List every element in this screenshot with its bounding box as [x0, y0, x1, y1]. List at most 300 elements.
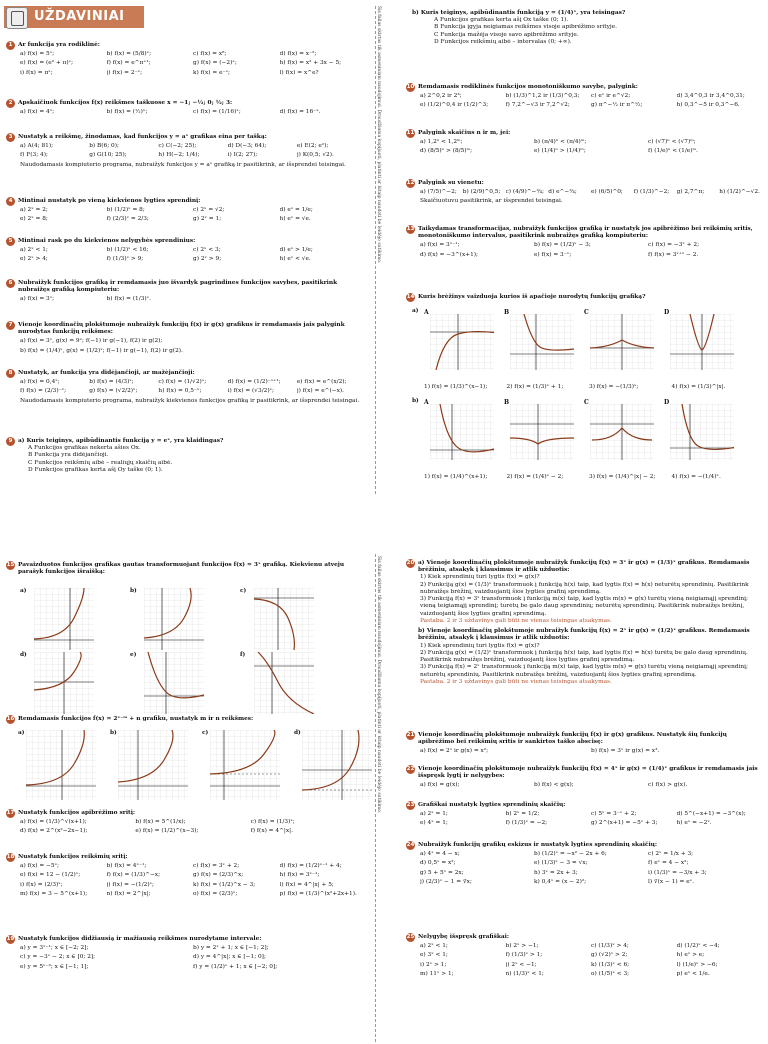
- text-item: f) f(x) = (2/3)⁻ˣ;: [20, 388, 67, 395]
- answer-row: [6, 819, 366, 826]
- text-item: a) 2ˣ < 1;: [20, 247, 48, 254]
- text-item: j) (2/3)ˣ − 1 = ∛x;: [420, 878, 472, 885]
- task-number: 11: [406, 130, 415, 136]
- part-label: a): [412, 308, 419, 314]
- graph-15e: [130, 652, 186, 708]
- task-number: 25: [406, 934, 415, 940]
- text-item: b) (1/2)ˣ < 16;: [106, 247, 149, 254]
- graph-plot: [430, 314, 494, 370]
- text-item: d) f(x) = (1/2)ˣ⁻¹ + 4;: [279, 863, 342, 870]
- text-item: g) f(x) = (√2/2)ˣ;: [89, 388, 138, 395]
- answer-row: [6, 348, 366, 355]
- text-item: j) 2ˣ < −1;: [505, 961, 537, 968]
- task-number: 16: [6, 716, 15, 722]
- task-heading: Nelygybę išspręsk grafiškai:: [418, 934, 510, 940]
- task-number: 17: [6, 810, 15, 816]
- graph-c: [584, 400, 658, 460]
- text-item: c): [240, 588, 247, 594]
- task-5: [6, 238, 366, 264]
- text-item: g) G(10; 25);: [89, 152, 127, 159]
- task-number: 3: [6, 133, 15, 142]
- task-number: 7: [6, 321, 15, 330]
- answer-row: [6, 60, 366, 67]
- task-heading: Pavaizduotos funkcijos grafikas gautas transformuojant funkcijos f(x) = 3ˣ grafiką. Kiekvienu atveju parašyk funkcijos išraišką:: [18, 562, 345, 576]
- text-item: g) 2ˣ = 1;: [193, 216, 222, 223]
- answer-row: [406, 851, 762, 858]
- text-item: d) f(x) = (1/2)⁻ˣ⁺¹;: [227, 379, 281, 386]
- option-d: D Funkcijos grafikas kerta ašį Oy taške (0; 1).: [28, 466, 163, 473]
- text-item: d) f(x) = 2^(x²−2x−1);: [20, 828, 88, 835]
- answer-row: [406, 189, 762, 196]
- text-item: h) eˣ = −2ˣ.: [676, 820, 712, 827]
- text-item: a) f(x) = −5ˣ;: [20, 863, 59, 870]
- task-number: 19: [6, 936, 15, 942]
- answer-row: [6, 51, 366, 58]
- text-item: b): [110, 730, 117, 736]
- text-item: e) (1/2)^0,4 ir (1/2)^3;: [420, 102, 489, 109]
- text-item: d) f(x) = −3^(x+1);: [420, 251, 478, 258]
- text-item: l) (1/e)ˣ > −6;: [676, 961, 718, 968]
- text-item: c) 5ˣ = 3⁻ˣ + 2;: [591, 811, 637, 818]
- task-8: [6, 370, 366, 405]
- text-item: a): [20, 588, 27, 594]
- page-top-right: [384, 0, 768, 500]
- text-item: d) f(x) = 16⁻ˣ.: [279, 109, 321, 116]
- text-item: c) eˣ ir e^√2;: [591, 93, 631, 100]
- answer-row: [406, 242, 762, 249]
- text-item: A: [424, 399, 429, 406]
- task-number: 18: [6, 854, 15, 860]
- text-item: e) 3ˣ < 1;: [420, 952, 448, 959]
- text-item: a) f(x) = 3ˣ;: [20, 296, 55, 303]
- graph-c: [584, 310, 658, 370]
- answer-row: [6, 828, 366, 835]
- graph-15a: [20, 588, 76, 644]
- graphs-15: [20, 588, 350, 708]
- text-item: d) e^−¾;: [548, 189, 577, 196]
- text-item: d) eˣ > 1/e;: [279, 247, 313, 254]
- text-item: j) f(x) = −(1/2)ˣ;: [106, 881, 155, 888]
- answer-row: [6, 863, 366, 870]
- text-item: a) f(x) = g(x);: [420, 782, 460, 789]
- answer-row: [6, 216, 366, 223]
- text-item: c) f(x) = (1/√2)ˣ;: [158, 379, 207, 386]
- answer-row: [6, 891, 366, 898]
- task-15: [6, 562, 366, 576]
- answer-row: [6, 379, 366, 386]
- graph-16d: [294, 730, 372, 800]
- graph-15c: [240, 588, 296, 644]
- task-heading: a) Kuris teiginys, apibūdinantis funkciją y = eˣ, yra klaidingas?: [18, 438, 224, 444]
- text-item: 2) f(x) = (1/3)ˣ + 1;: [506, 384, 564, 390]
- task-number: 9: [6, 437, 15, 446]
- answer-row: [406, 782, 762, 789]
- answer-row: [6, 338, 366, 345]
- text-item: D: [664, 399, 670, 406]
- task-heading: b) Kuris teiginys, apibūdinantis funkciją y = (1/4)ˣ, yra teisingas?: [412, 10, 626, 16]
- text-item: e) (1/4)ⁿ > (1/4)ᵐ;: [534, 148, 586, 155]
- text-item: g) π^−½ ir π^½;: [591, 102, 643, 109]
- text-item: b) f(x) = (1/2)ˣ − 3;: [534, 242, 591, 249]
- text-item: a) f(x) = 3ˣ⁻¹;: [420, 242, 460, 249]
- answer-row: [6, 256, 366, 263]
- text-item: g) 2,7^π;: [676, 189, 705, 196]
- text-item: h) f(x) = 3ˣ⁻¹;: [279, 872, 320, 879]
- text-item: e) f(x) = e^(x/2);: [296, 379, 347, 386]
- task-16: [6, 716, 366, 723]
- text-item: b): [130, 588, 137, 594]
- text-item: k) f(x) = (1/2)^x − 3;: [193, 881, 256, 888]
- graph-16a: [18, 730, 96, 800]
- task-heading: Nubraižyk funkcijos grafiką ir remdamasis juo išvardyk pagrindines funkcijos savybes, pasitikrink nubraižęs grafiką kompiuteriu:: [18, 280, 338, 294]
- task-heading: b) Vienoje koordinačių plokštumoje nubraižyk funkcijų f(x) = 2ˣ ir g(x) = (1/2)ˣ grafikus. Remdamasis brėžiniu, atsakyk į klausimus ir atlik užduotis:: [418, 628, 750, 642]
- text-item: f) eˣ = 4 − x²;: [648, 860, 689, 867]
- task-number: 4: [6, 197, 15, 206]
- text-item: d) f(x) = x⁻²;: [279, 51, 317, 58]
- task-20: [406, 560, 762, 686]
- graph-plot: [430, 404, 494, 460]
- task-number: 12: [406, 180, 415, 186]
- text-item: b) y = 2ˣ + 1; x ∈ [−1; 2];: [193, 945, 269, 952]
- text-item: b) f(x) = (5/8)ˣ;: [106, 51, 152, 58]
- text-item: f) f(x) = 3ˣ⁺¹ − 2.: [648, 251, 699, 258]
- text-item: f) f(x) = 4^|x|.: [250, 828, 293, 835]
- task-12: [406, 180, 762, 206]
- text-item: e) f(x) = 12 − (1/2)ˣ;: [20, 872, 81, 879]
- text-item: e) 4ˣ = 1;: [420, 820, 448, 827]
- text-item: a) 2ˣ = 2;: [20, 207, 48, 214]
- text-item: A: [424, 309, 429, 316]
- text-item: b) f(x) = (½)ˣ;: [106, 109, 148, 116]
- task-7: [6, 322, 366, 355]
- answer-row: [6, 872, 366, 879]
- text-item: i) f(x) = (2/3)ˣ;: [20, 881, 63, 888]
- text-item: h) H(−2; 1/4);: [158, 152, 200, 159]
- text-item: f) f(x) = e^π⁺¹;: [106, 60, 151, 67]
- captions-14b: [424, 474, 754, 481]
- text-item: 1) f(x) = (1/3)^(x−1);: [424, 384, 488, 390]
- text-item: f) (1/3)ˣ > 1;: [505, 952, 543, 959]
- answer-row: [406, 102, 762, 109]
- text-item: e) f(x) = 3⁻ˣ;: [534, 251, 572, 258]
- text-item: 3) f(x) = −(1/3)ˣ;: [589, 384, 639, 390]
- text-item: b) f(x) = (1/4)ˣ, g(x) = (1/2)ˣ; f(−1) ir g(−1), f(2) ir g(2).: [20, 347, 183, 354]
- task-heading: Mintinai nustatyk po vieną kiekvienos lygties sprendinį:: [18, 198, 201, 204]
- text-item: p) f(x) = (1/3)^(x²+2x+1).: [279, 890, 357, 897]
- subtask: 1) Kiek sprendinių turi lygtis f(x) = g(x)?: [420, 642, 540, 649]
- task-14: [406, 294, 762, 301]
- text-item: i) f(x) = πˣ;: [20, 69, 53, 76]
- task-heading: Nubraižyk funkcijų grafikų eskizus ir nustatyk lygties sprendinių skaičių:: [418, 842, 658, 848]
- graph-b: [504, 400, 578, 460]
- text-item: g) (√2)ˣ > 2;: [591, 952, 628, 959]
- task-19: [6, 936, 366, 971]
- subtask: 2) Funkciją g(x) = (1/3)ˣ transformuok į funkciją h(x) taip, kad lygtis f(x) = h(x) neturėtų sprendinių. Pasitikrink nubraižęs brėžinį, vaizduojantį šios lygties grafinį sprendimą.: [420, 581, 749, 595]
- task-heading: Apskaičiuok funkcijos f(x) reikšmes taškuose x = −1; −½; 0; ½; 3:: [18, 100, 233, 106]
- text-item: c) (√7)ⁿ < (√7)ᵐ;: [648, 139, 696, 146]
- text-item: B: [504, 399, 510, 406]
- task-heading: Remdamasis funkcijos f(x) = 2ˣ⁻ᵐ + n grafiku, nustatyk m ir n reikšmes:: [18, 716, 254, 722]
- text-item: h) 3ˣ = 2x + 3;: [534, 869, 578, 876]
- text-item: e) E(2; e²);: [296, 143, 329, 150]
- text-item: e) 2ˣ > 4;: [20, 256, 48, 263]
- text-item: f) f(x) = (1/3)^−x;: [106, 872, 161, 879]
- task-10: [406, 84, 762, 110]
- graph-16c: [202, 730, 280, 800]
- text-item: h) 0,3^−5 ir 0,3^−6.: [676, 102, 740, 109]
- task-number: 2: [6, 99, 15, 108]
- text-item: c) f(x) > g(x).: [648, 782, 688, 789]
- page-top-left: [0, 0, 372, 500]
- text-item: b) 2ˣ > −1;: [505, 943, 539, 950]
- text-item: c): [202, 730, 209, 736]
- text-item: Šis failas skirtas tik asmeniniam naudojimui. Draudžiama kopijuoti, platinti ar kitaip naudoti be leidėjo sutikimo.: [376, 556, 381, 814]
- answer-row: [406, 971, 762, 978]
- text-item: Šis failas skirtas tik asmeniniam naudojimui. Draudžiama kopijuoti, platinti ar kitaip naudoti be leidėjo sutikimo.: [376, 6, 381, 264]
- task-number: 20: [406, 560, 415, 566]
- task-heading: Grafiškai nustatyk lygties sprendinių skaičių:: [418, 802, 566, 808]
- task-heading: Vienoje koordinačių plokštumoje nubraižyk funkcijų f(x) ir g(x) grafikus ir remdamasis jais palygink nurodytas funkcijų reikšmes:: [18, 322, 345, 336]
- answer-row: [6, 152, 366, 159]
- answer-row: [406, 139, 762, 146]
- text-item: c) y = −3ˣ − 2; x ∈ [0; 2];: [20, 954, 96, 961]
- text-item: b) f(x) = (4/3)ˣ;: [89, 379, 134, 386]
- task-heading: Nustatyk funkcijos didžiausią ir mažiausią reikšmes nurodytame intervale:: [18, 936, 262, 942]
- remark: Pastaba. 2 ir 3 uždavinys gali būti ne vienas teisingas atsakymas.: [420, 617, 612, 624]
- page-bottom-right: [384, 548, 768, 1024]
- task-number: 23: [406, 802, 415, 808]
- text-item: 4) f(x) = −(1/4)ˣ.: [671, 474, 721, 480]
- task-heading: a) Vienoje koordinačių plokštumoje nubraižyk funkcijų f(x) = 3ˣ ir g(x) = (1/3)ˣ grafikus. Remdamasis brėžiniu, atsakyk į klausimus ir atlik užduotis:: [418, 560, 750, 574]
- text-item: i) I(2; 27);: [227, 152, 258, 159]
- text-item: c) 2ˣ = √2;: [193, 207, 225, 214]
- graph-b: [504, 310, 578, 370]
- text-item: f) (2/3)ˣ = 2/3;: [106, 216, 149, 223]
- task-heading: Vienoje koordinačių plokštumoje nubraižyk funkcijų f(x) ir g(x) grafikus. Nustatyk šių funkcijų apibrėžimo bei reikšmių sritis ir sankirtos taško abscisę:: [418, 732, 727, 746]
- task-heading: Ar funkcija yra rodiklinė:: [18, 42, 100, 48]
- graph-a: [424, 310, 498, 370]
- text-item: f) y = (1/2)ˣ + 1; x ∈ [−2; 0];: [193, 963, 278, 970]
- text-item: d) (1/2)ˣ < −4;: [676, 943, 720, 950]
- graph-plot: [510, 314, 574, 370]
- text-item: d) D(−3; 64);: [227, 143, 267, 150]
- text-item: a) f(x) = (1/3)^√(x+1);: [20, 819, 87, 826]
- task-1: [6, 42, 366, 77]
- answer-row: [6, 388, 366, 395]
- text-item: b) (1/2)ˣ = 8;: [106, 207, 145, 214]
- text-item: n) (1/3)ˣ < 1;: [505, 970, 544, 977]
- task-number: 21: [406, 732, 415, 738]
- task-number: 10: [406, 84, 415, 90]
- text-item: b) (1/2)ˣ = −x² − 2x + 6;: [534, 851, 607, 858]
- text-item: 2) f(x) = (1/4)ˣ − 2;: [506, 474, 564, 480]
- option-a: A Funkcijos grafikas kerta ašį Ox taške (0; 1).: [434, 17, 569, 24]
- answer-item: [280, 296, 367, 303]
- graph-plot: [670, 404, 734, 460]
- task-13: [406, 226, 762, 259]
- text-item: f): [240, 652, 246, 658]
- answer-row: [406, 820, 762, 827]
- text-item: e) f(x) = (1/2)^(x−3);: [135, 828, 199, 835]
- text-item: a) (7/5)^−2;: [420, 189, 457, 196]
- text-item: c) 2ˣ = 1/x + 3;: [648, 851, 694, 858]
- text-item: b) f(x) < g(x);: [534, 782, 574, 789]
- text-item: b) f(x) = 3ˣ ir g(x) = x³.: [591, 748, 660, 755]
- graph-plot: [670, 314, 734, 370]
- text-item: o) (1/5)ˣ < 3;: [591, 970, 630, 977]
- text-item: f) (1/3)^−2;: [633, 189, 670, 196]
- text-item: f) 7,2^−√3 ir 7,2^√2;: [505, 102, 570, 109]
- task-note: Skaičiuotuvu pasitikrink, ar išsprendei teisingai.: [420, 198, 563, 205]
- answer-row: [406, 811, 762, 818]
- text-item: b) f(x) = 5^(1/x);: [135, 819, 186, 826]
- option-c: C Funkcija mažėja visoje savo apibrėžimo srityje.: [434, 31, 579, 38]
- text-item: k) (1/3)ˣ < 6;: [591, 961, 630, 968]
- text-item: 3) f(x) = (1/4)^|x| − 2;: [589, 474, 656, 480]
- task-6: [6, 280, 366, 304]
- text-item: d): [294, 730, 301, 736]
- answer-row: [406, 962, 762, 969]
- text-item: h) eˣ = √e.: [279, 216, 311, 223]
- task-heading: Taikydamas transformacijas, nubraižyk funkcijos grafiką ir nustatyk jos apibrėžimo bei reikšmių sritis, monotoniškumo intervalus, pasitikrink nubraižęs grafiką kompiuteriu:: [418, 226, 753, 240]
- text-item: e): [130, 652, 137, 658]
- graph-15d: [20, 652, 76, 708]
- text-item: e) 2ˣ = 8;: [20, 216, 48, 223]
- text-item: f) F(3; 4);: [20, 152, 48, 159]
- text-item: n) f(x) = 2^|x|;: [106, 890, 151, 897]
- answer-row: [6, 247, 366, 254]
- subtask: 3) Funkciją f(x) = 3ˣ transformuok į funkciją m(x) taip, kad lygtis m(x) = g(x) turėtų vieną neigiamąjį sprendinį; vieną teigiamąjį sprendinį; turėtų be galo daug sprendinių; neturėtų sprendinių. Pasitikrink nubraižęs brėžinį, vaizduojantį šios lygties grafinį sprendimą.: [420, 596, 748, 617]
- answer-row: [406, 252, 762, 259]
- text-item: e) (6/5)^0;: [591, 189, 623, 196]
- text-item: f) (1/e)ⁿ < (1/e)ᵐ.: [648, 148, 698, 155]
- task-number: 14: [406, 294, 415, 300]
- task-number: 1: [6, 41, 15, 50]
- text-item: l) f(x) = 4^|x| + 5;: [279, 881, 334, 888]
- text-item: b) (1/3)^1,2 ir (1/3)^0,3;: [505, 93, 580, 100]
- text-item: g) 2^(x+1) = −5ˣ + 3;: [591, 820, 658, 827]
- task-9b: [412, 10, 762, 46]
- text-item: m) f(x) = 3 − 5^(x+1);: [20, 890, 88, 897]
- text-item: g) 2ˣ > 9;: [193, 256, 222, 263]
- text-item: C: [584, 309, 589, 316]
- text-item: a) f(x) = 3ˣ, g(x) = 9ˣ; f(−1) ir g(−1), f(2) ir g(2);: [20, 338, 163, 345]
- text-item: c) f(x) = x⁸;: [193, 51, 227, 58]
- graphs-14a: [424, 310, 738, 370]
- side-note-bottom: [372, 556, 382, 1016]
- text-item: b) B(6; 0);: [89, 143, 119, 150]
- text-item: a) 1,2ⁿ < 1,2ᵐ;: [420, 139, 463, 146]
- answer-row: [406, 148, 762, 155]
- task-heading: Remdamasis rodiklinės funkcijos monotoniškumo savybe, palygink:: [418, 84, 638, 90]
- text-item: c) f(x) = −3ˣ + 2;: [648, 242, 700, 249]
- graphs-14b: [424, 400, 738, 460]
- task-number: 15: [6, 562, 15, 568]
- text-item: e) y = 5ˣ⁻³; x ∈ [−1; 1];: [20, 963, 89, 970]
- part-label: b): [412, 398, 419, 404]
- task-number: 5: [6, 237, 15, 246]
- task-heading: Nustatyk a reikšmę, žinodamas, kad funkcijos y = aˣ grafikas eina per tašką:: [18, 134, 267, 140]
- answer-row: [6, 964, 366, 971]
- text-item: h) f(x) = 0,5⁻ˣ;: [158, 388, 202, 395]
- task-heading: Vienoje koordinačių plokštumoje nubraižyk funkcijų f(x) = 4ˣ ir g(x) = (1/4)ˣ grafikus ir remdamasis jais išspręsk lygtį ir nelygybes:: [418, 766, 758, 780]
- graph-plot: [590, 314, 654, 370]
- task-heading: Nustatyk funkcijos apibrėžimo sritį:: [18, 810, 136, 816]
- text-item: d) y = 4^|x|; x ∈ [−1; 0];: [193, 954, 266, 961]
- text-item: j) K(0,5; √2).: [296, 152, 334, 159]
- text-item: D: [664, 309, 670, 316]
- text-item: h) f(x) = x² + 3x − 5;: [279, 60, 342, 67]
- graph-plot: [590, 404, 654, 460]
- task-25: [406, 934, 762, 978]
- task-heading: Kuris brėžinys vaizduoja kurios iš apačioje nurodytų funkcijų grafiką?: [418, 294, 646, 300]
- text-item: 4) f(x) = (1/3)^|x|.: [671, 384, 726, 390]
- text-item: b) (π/4)ⁿ < (π/4)ᵐ;: [534, 139, 587, 146]
- text-item: B: [504, 309, 510, 316]
- task-heading: Mintinai rask po du kiekvienos nelygybės sprendinius:: [18, 238, 196, 244]
- text-item: k) 0,4ˣ = (x − 2)²;: [534, 878, 587, 885]
- option-d: D Funkcijos reikšmių aibė – intervalas (0; +∞).: [434, 38, 572, 45]
- text-item: h) (1/2)^−√2.: [719, 189, 760, 196]
- task-2: [6, 100, 366, 116]
- text-item: h) eˣ > e;: [676, 952, 705, 959]
- text-item: d) eˣ = 1/e;: [279, 207, 313, 214]
- text-item: p) eˣ < 1/e.: [676, 970, 710, 977]
- graph-16b: [110, 730, 188, 800]
- text-item: a) 2^0,2 ir 2³;: [420, 93, 462, 100]
- text-item: i) (1/3)ˣ = −3/x + 3;: [648, 869, 707, 876]
- answer-row: [406, 879, 762, 886]
- task-heading: Palygink skaičius n ir m, jei:: [418, 130, 511, 136]
- task-23: [406, 802, 762, 828]
- page-bottom-left: [0, 548, 372, 1024]
- answer-row: [406, 943, 762, 950]
- text-item: g) f(x) = (2/3)^x;: [193, 872, 244, 879]
- text-item: i) 2ˣ > 1;: [420, 961, 447, 968]
- task-number: 13: [406, 226, 415, 232]
- task-number: 6: [6, 279, 15, 288]
- task-number: 8: [6, 369, 15, 378]
- text-item: e) f(x) = (e² + π)ˣ;: [20, 60, 74, 67]
- answer-row: [6, 296, 366, 303]
- graph-15f: [240, 652, 296, 708]
- task-heading: Nustatyk funkcijos reikšmių sritį:: [18, 854, 128, 860]
- text-item: h) eˣ < √e.: [279, 256, 311, 263]
- option-a: A Funkcijos grafikas nekerta ašies Ox.: [28, 445, 141, 452]
- answer-row: [6, 109, 366, 116]
- answer-row: [406, 952, 762, 959]
- task-note: Naudodamasis kompiuterio programa, nubraižyk kiekvienos funkcijos grafiką ir pasitikrink, ar išsprendei teisingai.: [20, 397, 360, 404]
- answer-row: [6, 207, 366, 214]
- task-4: [6, 198, 366, 224]
- text-item: f) (1/3)ˣ = −2;: [505, 820, 548, 827]
- text-item: b) 2ˣ = 1/2;: [505, 811, 540, 818]
- text-item: b) f(x) = 4ˣ⁻¹;: [106, 863, 147, 870]
- text-item: a) 4ˣ = 4 − x;: [420, 851, 460, 858]
- graph-a: [424, 400, 498, 460]
- task-9: [6, 438, 366, 474]
- text-item: b) (2/9)^0,5;: [462, 189, 501, 196]
- option-b: B Funkcija įgyja neigiamas reikšmes visoje apibrėžimo srityje.: [434, 24, 617, 31]
- text-item: m) 11ˣ > 1;: [420, 970, 454, 977]
- task-3: [6, 134, 366, 169]
- remark: Pastaba. 2 ir 3 uždavinys gali būti ne vienas teisingas atsakymas.: [420, 678, 612, 685]
- text-item: a) y = 3ˣ⁻¹; x ∈ [−2; 2];: [20, 945, 89, 952]
- subtask: 1) Kiek sprendinių turi lygtis f(x) = g(x)?: [420, 574, 540, 581]
- text-item: g) f(x) = (−2)ˣ;: [193, 60, 237, 67]
- text-item: a) f(x) = 4ˣ;: [20, 109, 55, 116]
- text-item: a): [18, 730, 25, 736]
